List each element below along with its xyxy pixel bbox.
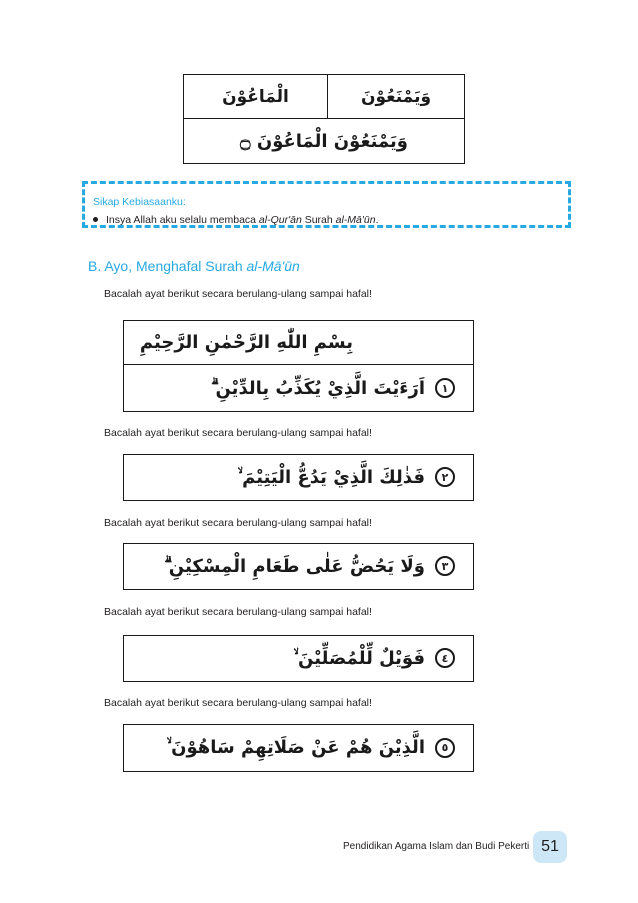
sikap-text-surah: al-Mā'ūn — [335, 214, 376, 226]
ayah-box-5 — [123, 724, 474, 772]
instruction-text: Bacalah ayat berikut secara berulang-ulang sampai hafal! — [104, 606, 372, 618]
ayah-row-4 — [124, 636, 473, 680]
instruction-text: Bacalah ayat berikut secara berulang-ulang sampai hafal! — [104, 288, 372, 300]
instruction-text: Bacalah ayat berikut secara berulang-ulang sampai hafal! — [104, 697, 372, 709]
vocab-cell-combined: وَيَمْنَعُوْنَ الْمَاعُوْنَ ۝ — [240, 130, 408, 152]
ayah-row-1 — [124, 365, 473, 411]
ayah-number-badge-3: ٣ — [435, 556, 455, 576]
sikap-box — [82, 181, 571, 228]
sikap-text-quran: al-Qur'ān — [258, 214, 302, 226]
page-number-badge: 51 — [533, 831, 567, 863]
ayah-box-4 — [123, 635, 474, 682]
ayah-number-badge-2: ٢ — [435, 467, 455, 487]
vocab-cell-wayamnaun: وَيَمْنَعُوْنَ — [360, 86, 432, 107]
ayah-text-5: الَّذِيْنَ هُمْ عَنْ صَلَاتِهِمْ سَاهُوْنَ ۙ — [166, 737, 425, 758]
ayah-text-1: اَرَءَيْتَ الَّذِيْ يُكَذِّبُ بِالدِّيْنِ ۗ — [210, 377, 425, 399]
section-heading-prefix: B. Ayo, Menghafal Surah — [88, 258, 247, 274]
section-heading — [88, 258, 300, 274]
ayah-number-badge-5: ٥ — [435, 738, 455, 758]
ayah-text-3: وَلَا يَحُضُّ عَلٰى طَعَامِ الْمِسْكِيْنِ ۗ — [164, 555, 425, 577]
sikap-title: Sikap Kebiasaanku: — [93, 196, 186, 208]
ayah-text-2: فَذٰلِكَ الَّذِيْ يَدُعُّ الْيَتِيْمَ ۙ — [237, 466, 425, 488]
basmalah-row — [124, 321, 473, 365]
instruction-text: Bacalah ayat berikut secara berulang-ulang sampai hafal! — [104, 427, 372, 439]
sikap-text-prefix: Insya Allah aku selalu membaca — [106, 214, 259, 226]
ayah-box-1 — [123, 320, 474, 412]
ayah-number-badge-4: ٤ — [435, 648, 455, 668]
vocab-cell-almaun: الْمَاعُوْنَ — [184, 75, 328, 118]
ayah-row-2 — [124, 455, 473, 499]
section-heading-surah: al-Mā'ūn — [246, 258, 300, 274]
vocab-table-row — [184, 75, 464, 119]
sikap-text-suffix: . — [375, 214, 379, 226]
sikap-bullet — [93, 214, 379, 226]
sikap-text-mid: Surah — [301, 214, 336, 226]
ayah-row-5 — [124, 725, 473, 770]
ayah-box-2 — [123, 454, 474, 501]
vocab-table — [183, 74, 465, 164]
ayah-text-4: فَوَيْلٌ لِّلْمُصَلِّيْنَ ۙ — [293, 647, 425, 669]
instruction-text: Bacalah ayat berikut secara berulang-ulang sampai hafal! — [104, 517, 372, 529]
bullet-icon — [93, 217, 98, 222]
ayah-number-badge-1: ١ — [435, 378, 455, 398]
ayah-row-3 — [124, 544, 473, 588]
ayah-box-3 — [123, 543, 474, 590]
footer-book-title: Pendidikan Agama Islam dan Budi Pekerti — [343, 841, 530, 852]
basmalah-text: بِسْمِ اللّٰهِ الرَّحْمٰنِ الرَّحِيْمِ — [139, 332, 353, 353]
